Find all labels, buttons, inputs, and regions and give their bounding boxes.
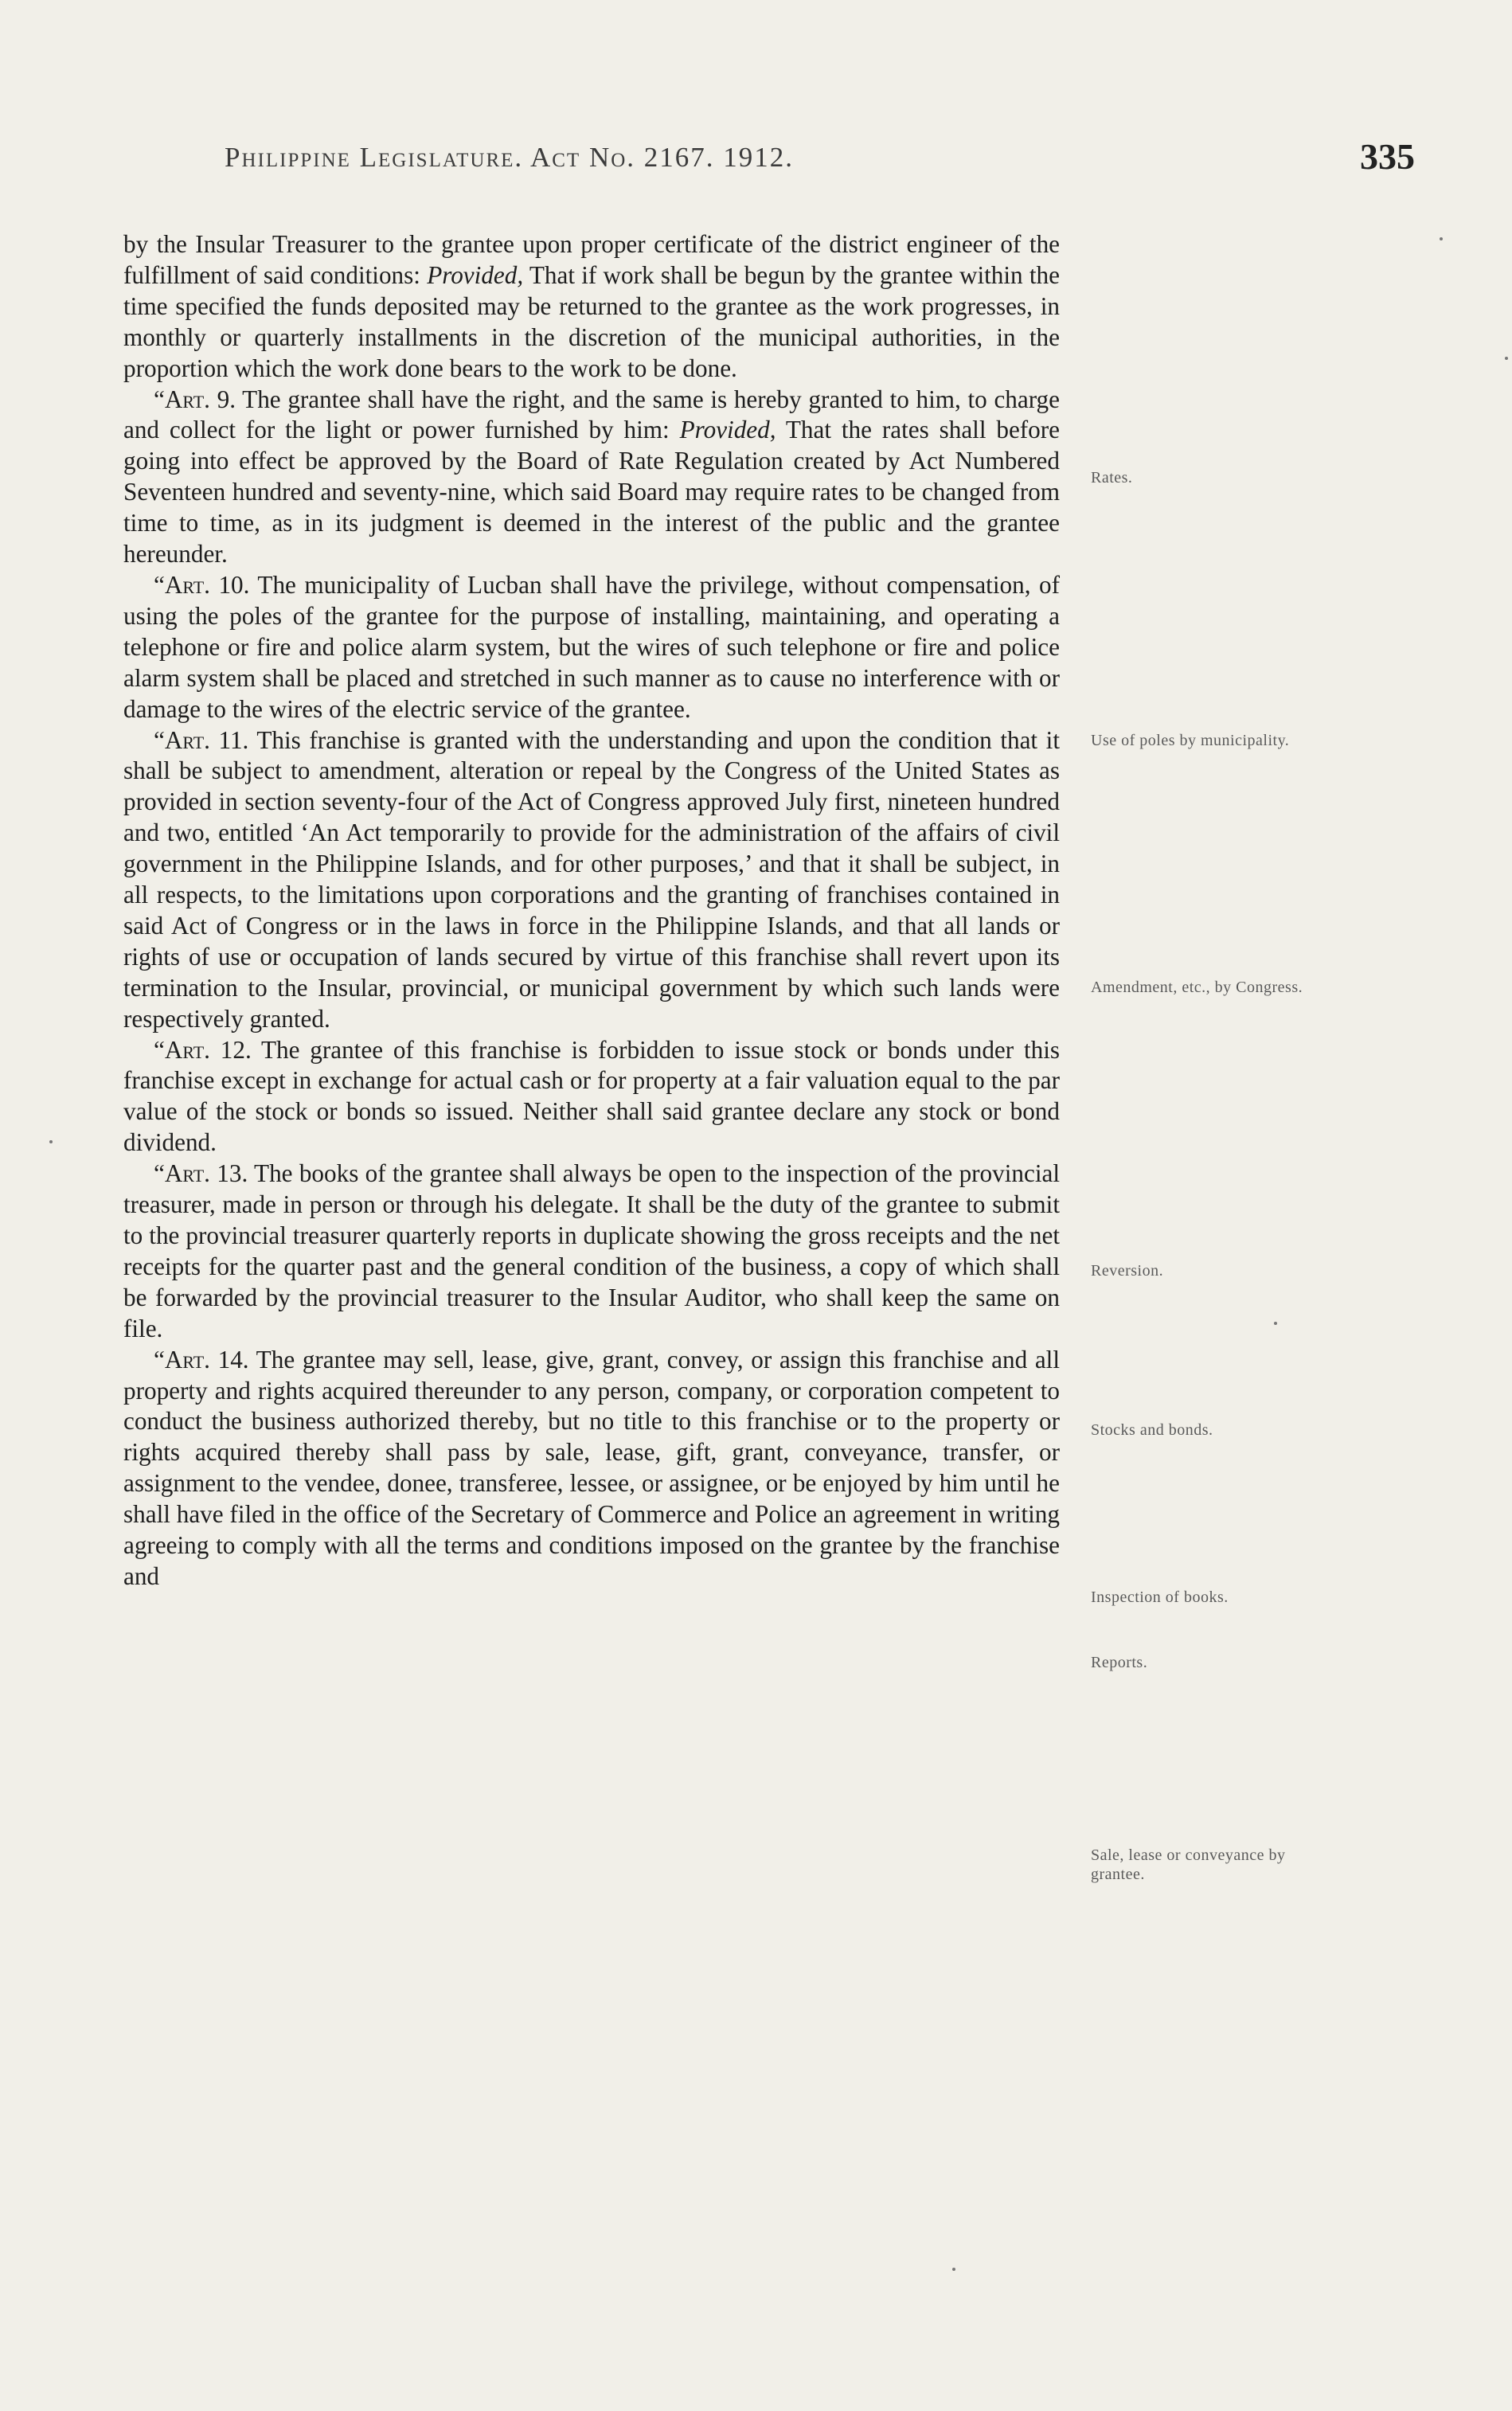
- paper-speck: [1274, 1322, 1277, 1325]
- margin-note-amendment: Amendment, etc., by Congress.: [1091, 979, 1303, 996]
- paragraph-art-14: “Art. 14. The grantee may sell, lease, give, grant, convey, or assign this franchise and all property and rights acquired thereunder to any person, company, or corporation competent to conduct the business authorized thereby, but no title to this franchise or to the property or rights acquired thereby shall pass by sale, lease, gift, grant, conveyance, transfer, or assignment to the vendee, donee, transferee, lessee, or assignee, or be enjoyed by him until he shall have filed in the office of the Secretary of Commerce and Police an agreement in writing agreeing to comply with all the terms and conditions imposed on the grantee by the franchise and: [123, 1345, 1060, 1590]
- margin-note-stocks-bonds: Stocks and bonds.: [1091, 1421, 1213, 1439]
- paper-speck: [952, 2268, 955, 2271]
- margin-note-inspection: Inspection of books.: [1091, 1588, 1229, 1606]
- paragraph-art-13: “Art. 13. The books of the grantee shall always be open to the inspection of the provincial treasurer, made in person or through his delegate. It shall be the duty of the grantee to submit to the provincial treasurer quarterly reports in duplicate showing the gross receipts and the net receipts for the quarter past and the general condition of the business, a copy of which shall be forwarded by the provincial treasurer to the Insular Auditor, who shall keep the same on file.: [123, 1159, 1061, 1342]
- running-head: Philippine Legislature. Act No. 2167. 1912.: [225, 142, 795, 173]
- margin-note-reversion: Reversion.: [1091, 1262, 1164, 1280]
- paragraph-continuation: by the Insular Treasurer to the grantee upon proper certificate of the district engineer of the fulfillment of said conditions: Provided, That if work shall be begun by the grantee within the time specified the funds deposited may be returned to the grantee as the work progresses, in monthly or quarterly installments in the discretion of the municipal authorities, in the proportion which the work done bears to the work to be done.: [123, 230, 1060, 382]
- body-text: [123, 229, 1060, 1592]
- margin-note-reports: Reports.: [1091, 1654, 1148, 1671]
- margin-note-sale-lease: Sale, lease or conveyance by grantee.: [1091, 1846, 1286, 1883]
- paragraph-art-12: “Art. 12. The grantee of this franchise is forbidden to issue stock or bonds under this franchise except in exchange for actual cash or for property at a fair valuation equal to the par value of the stock or bonds so issued. Neither shall said grantee declare any stock or bond dividend.: [123, 1035, 1061, 1157]
- paper-speck: [1505, 357, 1508, 360]
- paragraph-art-10: “Art. 10. The municipality of Lucban shall have the privilege, without compensation, of using the poles of the grantee for the purpose of installing, maintaining, and operating a telephone or fire and police alarm system, but the wires of such telephone or fire and police alarm system shall be placed and stretched in such manner as to cause no interference with or damage to the wires of the electric service of the grantee.: [123, 570, 1060, 723]
- paragraph-art-9: “Art. 9. The grantee shall have the right, and the same is hereby granted to him, to charge and collect for the light or power furnished by him: Provided, That the rates shall before going into effect be approved by the Board of Rate Regulation created by Act Numbered Seventeen hundred and seventy-nine, which said Board may require rates to be changed from time to time, as in its judgment is deemed in the interest of the public and the grantee hereunder.: [123, 385, 1061, 569]
- paragraph-art-11: “Art. 11. This franchise is granted with the understanding and upon the condition that it shall be subject to amendment, alteration or repeal by the Congress of the United States as provided in section seventy-four of the Act of Congress approved July first, nineteen hundred and two, entitled ‘An Act temporarily to provide for the administration of the affairs of civil government in the Philippine Islands, and for other purposes,’ and that it shall be subject, in all respects, to the limitations upon corporations and the granting of franchises contained in said Act of Congress or in the laws in force in the Philippine Islands, and that all lands or rights of use or occupation of lands secured by virtue of this franchise shall revert upon its termination to the Insular, provincial, or municipal government by which such lands were respectively granted.: [123, 725, 1060, 1033]
- margin-note-rates: Rates.: [1091, 469, 1133, 486]
- paper-speck: [1440, 237, 1443, 240]
- page-number: 335: [1360, 136, 1415, 177]
- paper-speck: [49, 1140, 53, 1143]
- margin-note-use-of-poles: Use of poles by municipality.: [1091, 732, 1290, 749]
